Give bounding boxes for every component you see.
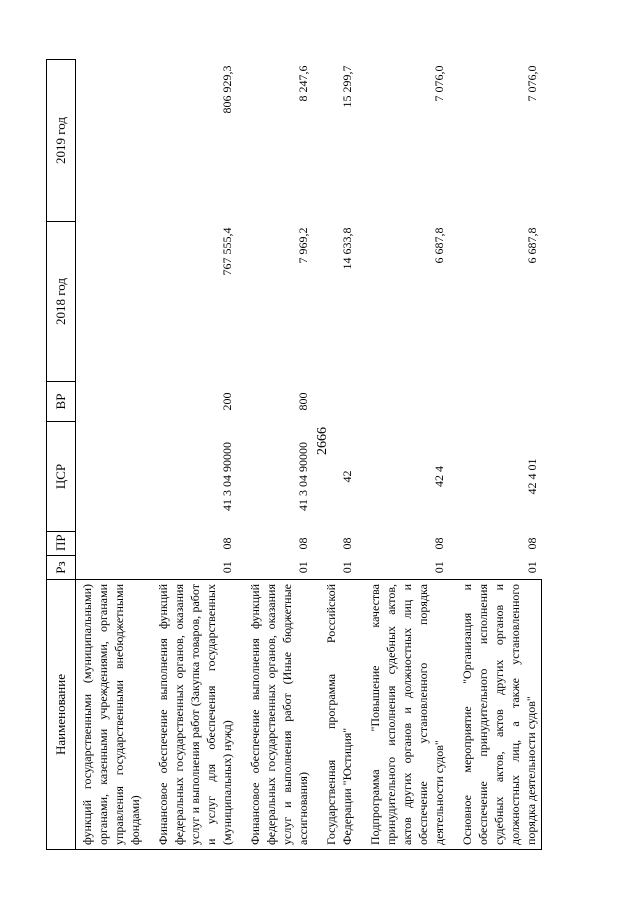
- row-name: Основное мероприятие "Организация и обеспечение принудительного исполнения судебных актов, актов других органов и должностных лиц, а также установленного порядка деятельности судов": [449, 580, 542, 850]
- budget-table: [46, 59, 542, 850]
- row-2018: [76, 222, 146, 382]
- table-row: [237, 60, 313, 850]
- row-vr: [76, 382, 146, 422]
- header-pr: ПР: [47, 532, 76, 556]
- row-pr: 08: [296, 537, 310, 550]
- row-rz: 01: [296, 561, 310, 574]
- row-pr: 08: [524, 537, 539, 550]
- row-rz: 01: [432, 561, 446, 574]
- row-2018: 7 969,2: [296, 227, 310, 264]
- row-rz: 01: [340, 561, 354, 574]
- row-pr: 08: [340, 537, 354, 550]
- row-rz: [76, 556, 146, 580]
- row-name: Государственная программа Российской Федерации "Юстиция": [313, 580, 357, 850]
- header-name: Наименование: [47, 580, 76, 850]
- row-2018: 6 687,8: [524, 227, 539, 264]
- header-csr: ЦСР: [47, 422, 76, 532]
- row-2018: 6 687,8: [432, 227, 446, 264]
- row-pr: 08: [432, 537, 446, 550]
- row-vr: [313, 382, 357, 422]
- row-csr: 42 4 01: [524, 458, 539, 495]
- row-name: Финансовое обеспечение выполнения функций федеральных государственных органов, оказания услуг и выполнения работ (Иные бюджетные ассигнования): [237, 580, 313, 850]
- row-name: Подпрограмма "Повышение качества принудительного исполнения судебных актов, актов других органов и должностных лиц и обеспечение установленного порядка деятельности судов": [357, 580, 449, 850]
- row-csr: [76, 422, 146, 532]
- table-header-row: [47, 60, 76, 850]
- row-name: Финансовое обеспечение выполнения функций федеральных государственных органов, оказания услуг и выполнения работ (Закупка товаров, работ и услуг для обеспечения государственных (муниципальных) нужд): [145, 580, 237, 850]
- row-vr: 200: [220, 392, 234, 411]
- header-rz: Рз: [47, 556, 76, 580]
- row-vr: 800: [296, 392, 310, 411]
- row-csr: 42 4: [432, 466, 446, 487]
- budget-table-container: [46, 60, 586, 850]
- row-vr: [449, 382, 542, 422]
- row-vr: [357, 382, 449, 422]
- row-2019: 7 076,0: [524, 65, 539, 102]
- table-row: [357, 60, 449, 850]
- row-csr: 41 3 04 90000: [296, 442, 310, 511]
- table-row: [145, 60, 237, 850]
- row-2019: 8 247,6: [296, 65, 310, 102]
- table-row: [313, 60, 357, 850]
- row-rz: 01: [220, 561, 234, 574]
- table-row: [76, 60, 146, 850]
- rotated-table-frame: [46, 60, 586, 850]
- row-2019: [76, 60, 146, 222]
- row-2019: 15 299,7: [340, 65, 354, 108]
- header-2018: 2018 год: [47, 222, 76, 382]
- row-2018: 767 555,4: [220, 227, 234, 276]
- row-csr: 41 3 04 90000: [220, 442, 234, 511]
- table-row: [449, 60, 542, 850]
- row-csr: 42: [340, 470, 354, 483]
- header-vr: ВР: [47, 382, 76, 422]
- row-pr: [76, 532, 146, 556]
- header-2019: 2019 год: [47, 60, 76, 222]
- row-rz: 01: [524, 561, 539, 574]
- row-2019: 806 929,3: [220, 65, 234, 114]
- page-number: 2666: [315, 427, 330, 455]
- row-pr: 08: [220, 537, 234, 550]
- row-2018: 14 633,8: [340, 227, 354, 270]
- row-2019: 7 076,0: [432, 65, 446, 102]
- row-name: функций государственными (муниципальными) органами, казенными учреждениями, органами управления государственными внебюджетными фондами): [76, 580, 146, 850]
